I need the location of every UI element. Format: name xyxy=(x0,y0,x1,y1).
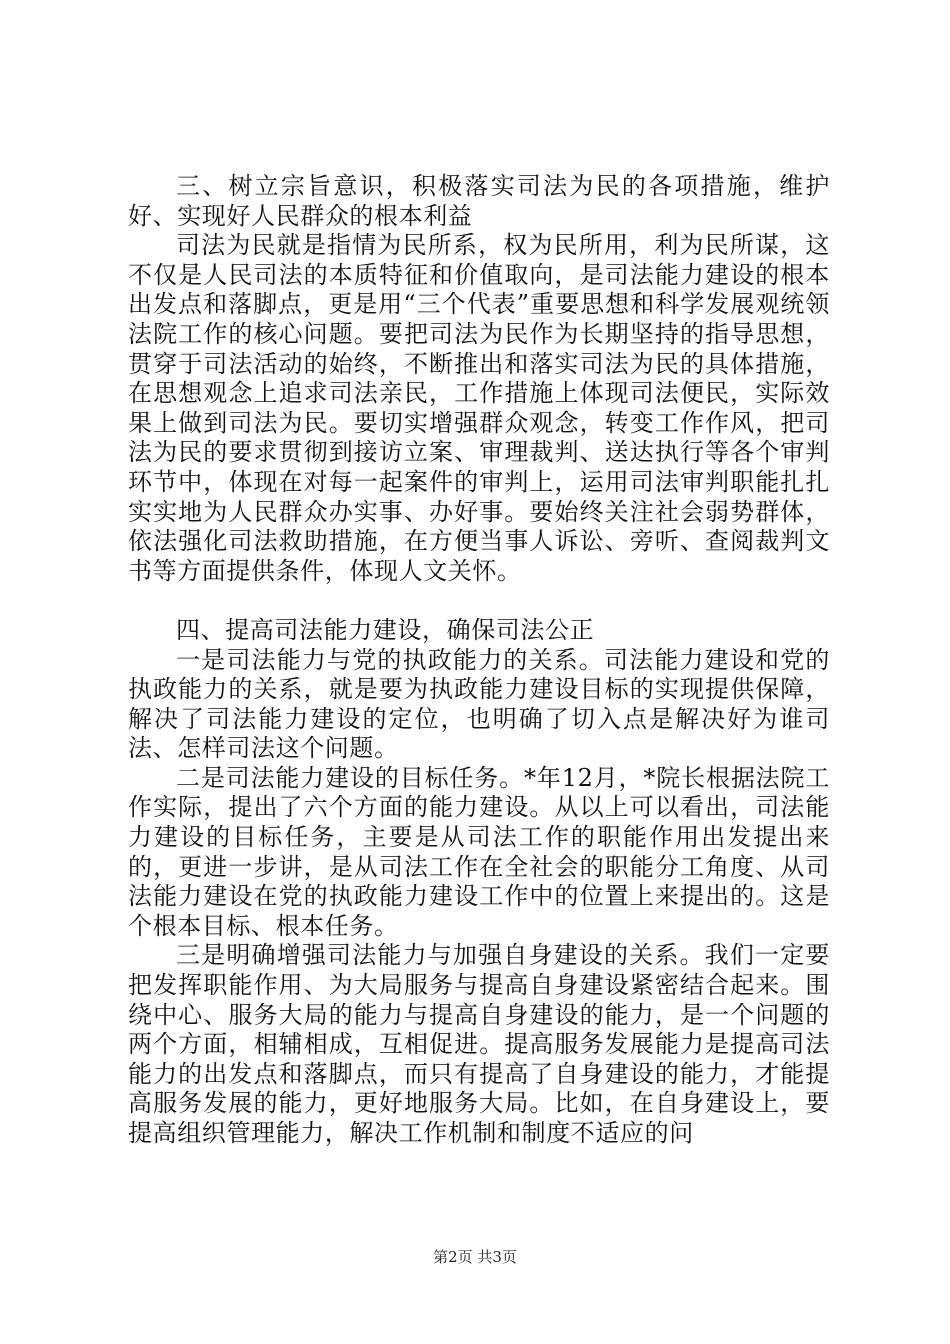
paragraph-judicial-for-people: 司法为民就是指情为民所系，权为民所用，利为民所谋，这不仅是人民司法的本质特征和价值取向，是司法能力建设的根本出发点和落脚点，更是用“三个代表”重要思想和科学发展观统领法院工作的核心问题。要把司法为民作为长期坚持的指导思想，贯穿于司法活动的始终，不断推出和落实司法为民的具体措施，在思想观念上追求司法亲民，工作措施上体现司法便民，实际效果上做到司法为民。要切实增强群众观念，转变工作作风，把司法为民的要求贯彻到接访立案、审理裁判、送达执行等各个审判环节中，体现在对每一起案件的审判上，运用司法审判职能扎扎实实地为人民群众办实事、办好事。要始终关注社会弱势群体，依法强化司法救助措施，在方便当事人诉讼、旁听、查阅裁判文书等方面提供条件，体现人文关怀。 xyxy=(128,231,830,585)
paragraph-point-one: 一是司法能力与党的执政能力的关系。司法能力建设和党的执政能力的关系，就是要为执政能力建设目标的实现提供保障，解决了司法能力建设的定位，也明确了切入点是解决好为谁司法、怎样司法这个问题。 xyxy=(128,645,830,763)
section-heading-four: 四、提高司法能力建设，确保司法公正 xyxy=(176,615,595,644)
paragraph-point-three: 三是明确增强司法能力与加强自身建设的关系。我们一定要把发挥职能作用、为大局服务与提高自身建设紧密结合起来。围绕中心、服务大局的能力与提高自身建设的能力，是一个问题的两个方面，相辅相成，互相促进。提高服务发展能力是提高司法能力的出发点和落脚点，而只有提高了自身建设的能力，才能提高服务发展的能力，更好地服务大局。比如，在自身建设上，要提高组织管理能力，解决工作机制和制度不适应的问 xyxy=(128,941,830,1147)
page-footer: 第2页 共3页 xyxy=(433,1248,517,1266)
paragraph-point-two: 二是司法能力建设的目标任务。*年12月，*院长根据法院工作实际，提出了六个方面的能力建设。从以上可以看出，司法能力建设的目标任务，主要是从司法工作的职能作用出发提出来的，更进一步讲，是从司法工作在全社会的职能分工角度、从司法能力建设在党的执政能力建设工作中的位置上来提出的。这是个根本目标、根本任务。 xyxy=(128,763,830,940)
document-body xyxy=(128,172,830,1149)
section-heading-three: 三、树立宗旨意识，积极落实司法为民的各项措施，维护好、实现好人民群众的根本利益 xyxy=(128,172,830,230)
